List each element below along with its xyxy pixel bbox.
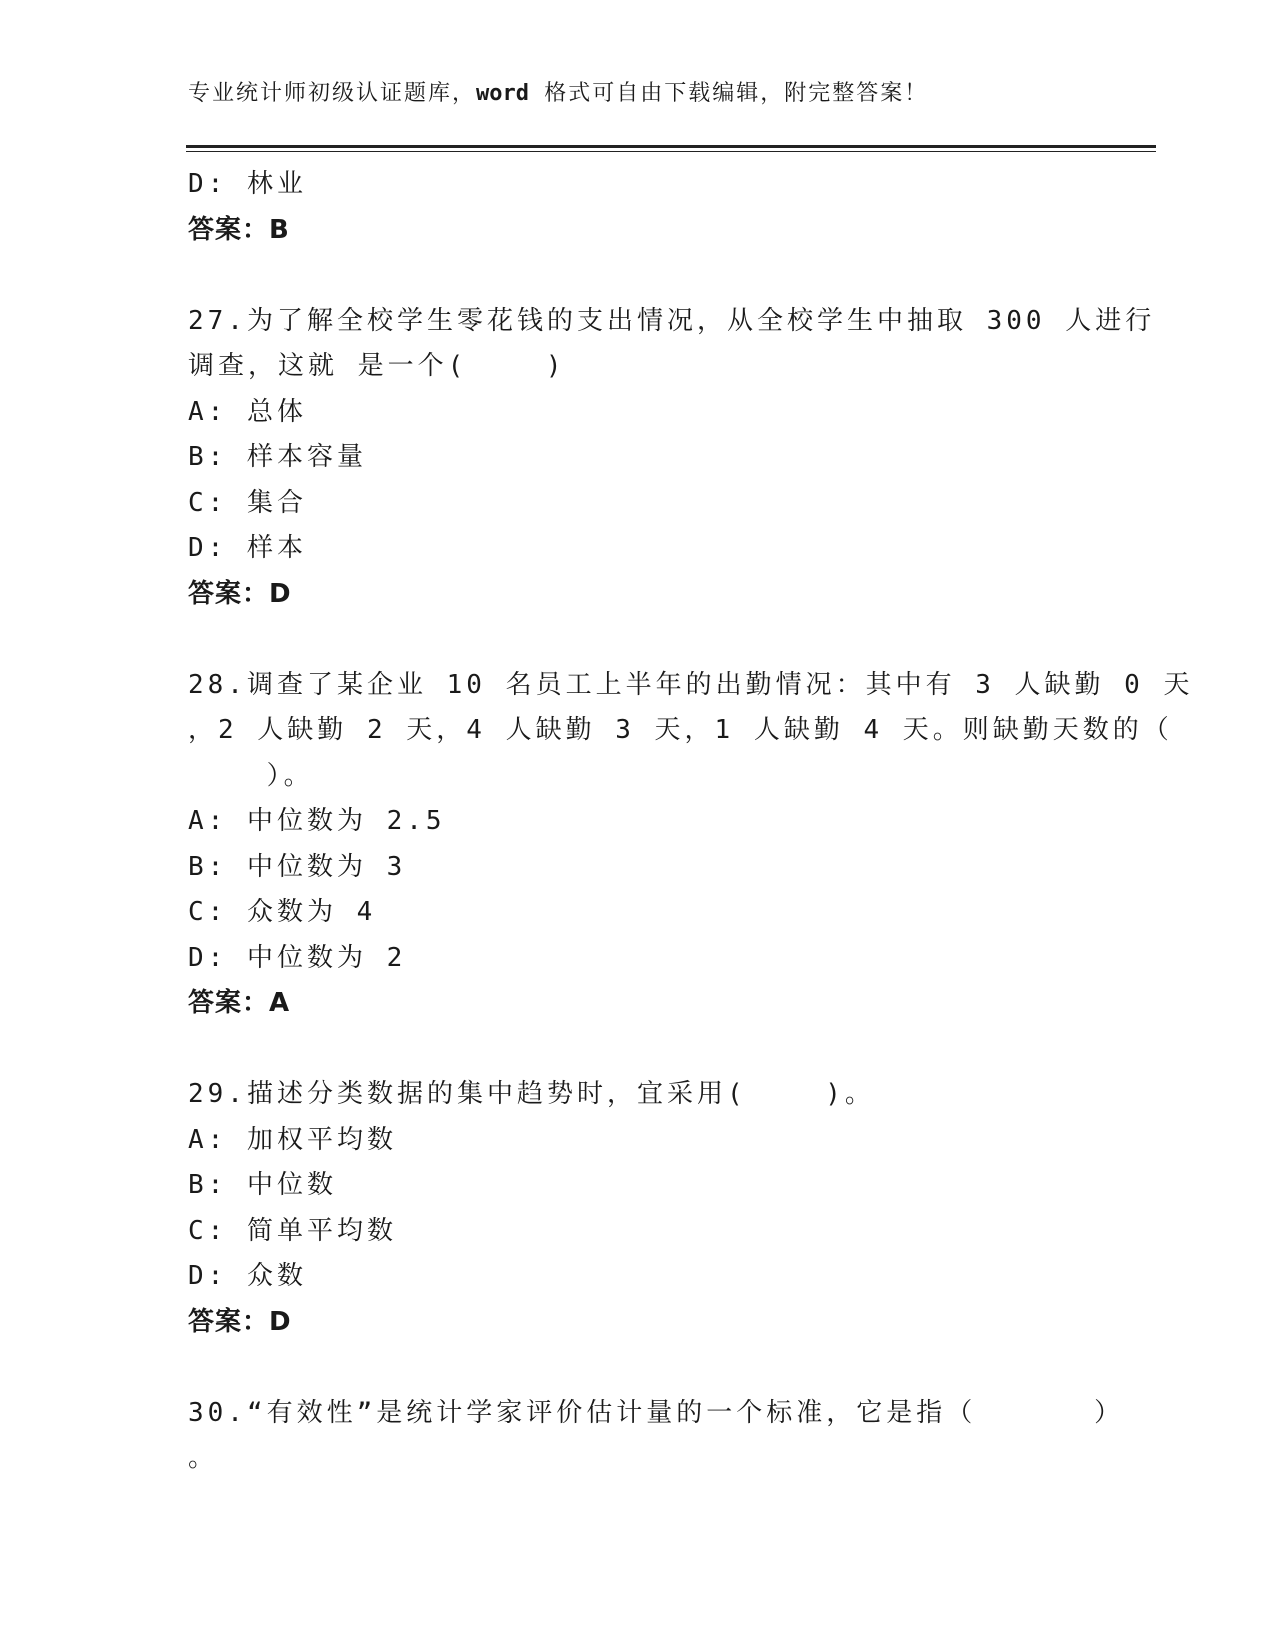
spacer: [188, 253, 1088, 299]
option-a: A: 中位数为 2.5: [188, 806, 446, 836]
question-text: 30.“有效性”是统计学家评价估计量的一个标准，它是指（ ）: [188, 1397, 1125, 1428]
option-c: C: 集合: [188, 487, 307, 518]
answer: 答案：D: [188, 1306, 292, 1337]
header-prefix: 专业统计师初级认证题库，: [188, 81, 477, 106]
question-text: ，2 人缺勤 2 天，4 人缺勤 3 天，1 人缺勤 4 天。则缺勤天数的（: [188, 715, 1173, 745]
spacer: [188, 1027, 1088, 1073]
option-b: B: 样本容量: [188, 442, 367, 472]
prev-answer: 答案：B: [188, 214, 290, 245]
option-b: B: 中位数: [188, 1170, 337, 1200]
header-rule-thick: [186, 145, 1156, 148]
option-a: A: 总体: [188, 396, 307, 427]
prev-option-d: D: 林业: [188, 169, 307, 199]
question-text: ）。: [188, 760, 314, 791]
header-suffix: 格式可自由下载编辑，附完整答案！: [529, 81, 929, 106]
question-28: [188, 663, 1194, 1027]
question-text: 29.描述分类数据的集中趋势时，宜采用( )。: [188, 1079, 875, 1109]
question-29: [188, 1072, 1088, 1345]
question-30: [188, 1391, 1125, 1482]
question-27: [188, 299, 1156, 618]
option-c: C: 简单平均数: [188, 1215, 397, 1246]
spacer: [188, 617, 1088, 663]
option-d: D: 众数: [188, 1261, 307, 1291]
question-text: 。: [188, 1443, 219, 1473]
document-body: [188, 162, 1194, 1482]
option-b: B: 中位数为 3: [188, 851, 407, 882]
spacer: [188, 1345, 1088, 1391]
option-d: D: 中位数为 2: [188, 942, 407, 973]
option-a: A: 加权平均数: [188, 1124, 397, 1155]
header-rule-thin: [186, 151, 1156, 152]
header-word: word: [476, 81, 529, 106]
option-c: C: 众数为 4: [188, 897, 377, 927]
page-header: [188, 76, 928, 107]
question-text: 27.为了解全校学生零花钱的支出情况，从全校学生中抽取 300 人进行: [188, 305, 1156, 336]
question-text: 28.调查了某企业 10 名员工上半年的出勤情况：其中有 3 人缺勤 0 天: [188, 669, 1194, 700]
answer: 答案：D: [188, 578, 292, 609]
answer: 答案：A: [188, 988, 291, 1018]
question-text: 调查，这就 是一个( ): [188, 351, 566, 381]
option-d: D: 样本: [188, 533, 307, 563]
